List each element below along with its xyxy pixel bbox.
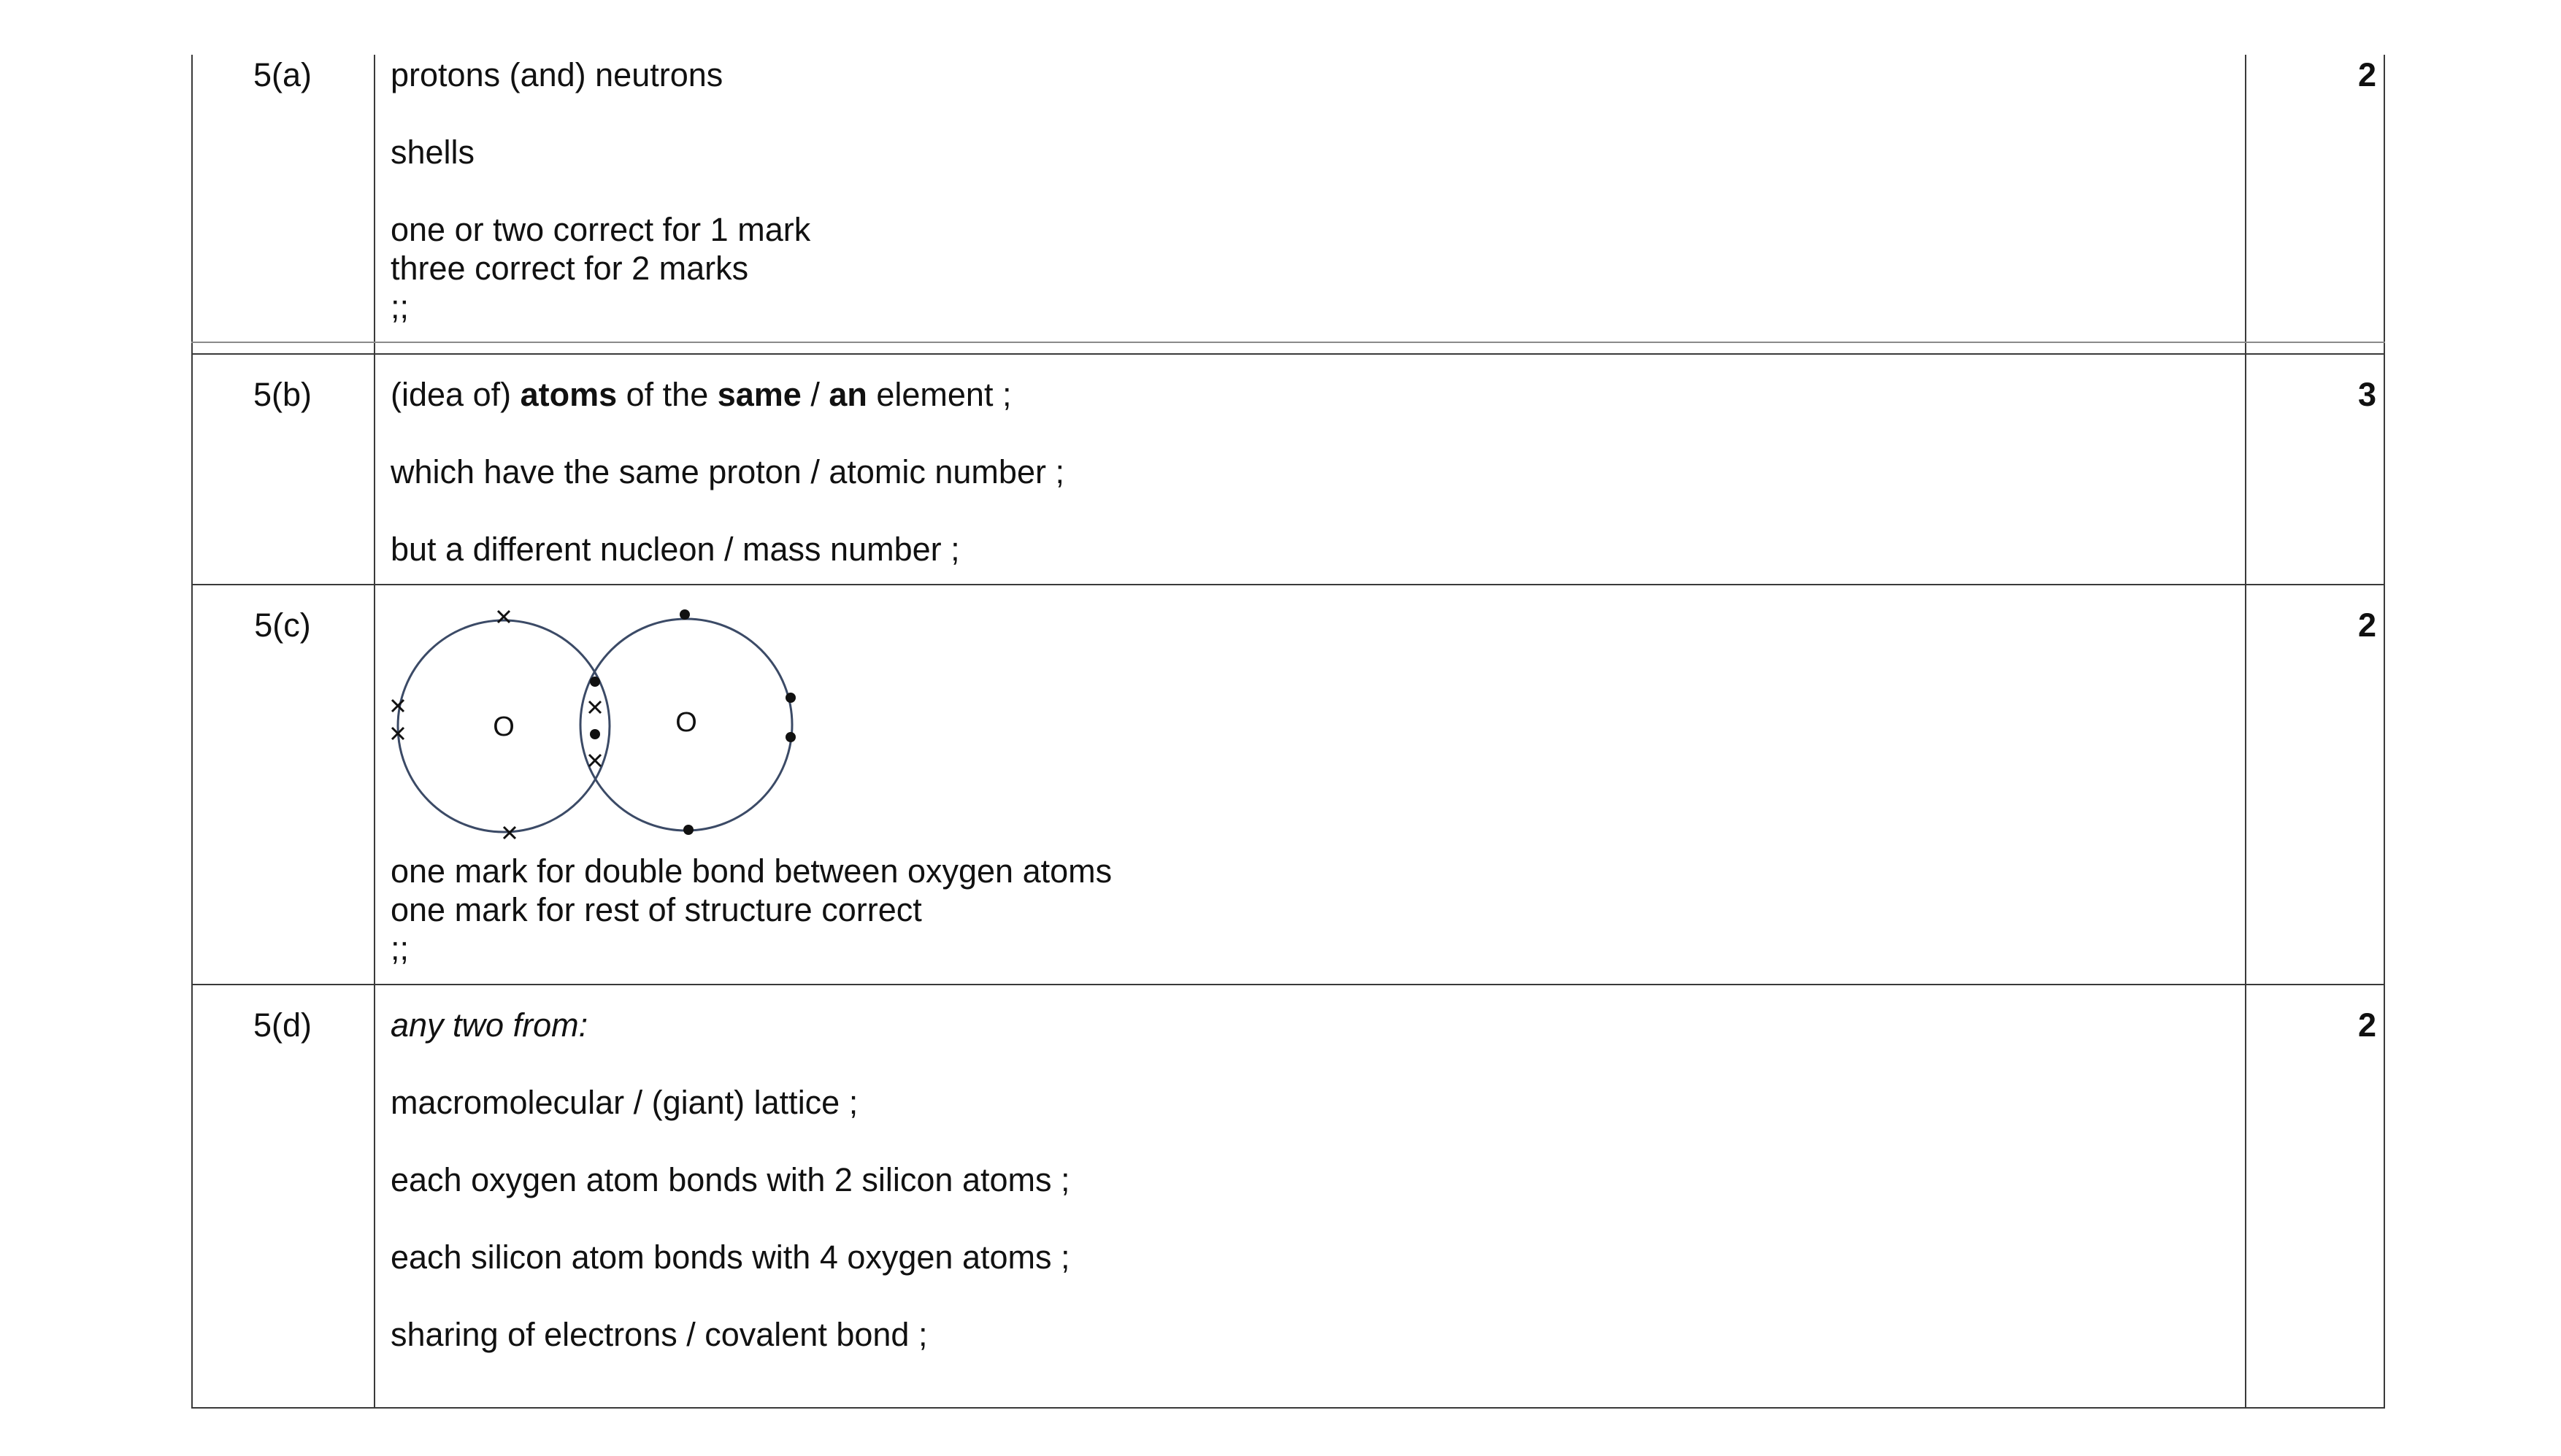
dot-and-cross-diagram <box>391 606 814 847</box>
cross-electron <box>392 700 404 712</box>
dot-electron <box>786 732 796 742</box>
answer-line: one mark for double bond between oxygen atoms <box>391 852 1113 890</box>
answer-text: / <box>801 376 829 413</box>
answer-cell <box>391 55 2230 326</box>
answer-line: ;; <box>391 288 410 326</box>
row-divider-a-bottom <box>191 353 2385 355</box>
answer-line: shells <box>391 134 475 171</box>
answer-line <box>391 375 2230 414</box>
left-atom-symbol: O <box>493 712 515 742</box>
marks-value: 2 <box>2357 1006 2376 1044</box>
answer-text: element ; <box>867 376 1012 413</box>
answer-line: which have the same proton / atomic number ; <box>391 453 1064 490</box>
instruction-text: any two from: <box>391 1006 588 1044</box>
answer-line: ;; <box>391 930 410 967</box>
emphasis-text: same <box>717 376 802 413</box>
question-number: 5(b) <box>253 376 312 413</box>
emphasis-text: an <box>829 376 867 413</box>
cross-electron <box>589 755 601 766</box>
row-divider-a-top <box>191 342 2385 343</box>
answer-cell <box>391 375 2230 569</box>
dot-electron <box>590 729 600 739</box>
answer-line: protons (and) neutrons <box>391 56 723 93</box>
answer-line: sharing of electrons / covalent bond ; <box>391 1316 928 1353</box>
answer-line: three correct for 2 marks <box>391 250 749 287</box>
answer-line: but a different nucleon / mass number ; <box>391 531 960 568</box>
table-right-border <box>2384 55 2385 1409</box>
question-number: 5(d) <box>253 1006 312 1044</box>
answer-line: each silicon atom bonds with 4 oxygen atoms ; <box>391 1239 1070 1276</box>
answer-line <box>391 1006 2230 1044</box>
question-number: 5(a) <box>253 56 312 93</box>
cross-electron <box>589 701 601 713</box>
question-column-divider <box>374 55 375 1409</box>
row-divider-c <box>191 984 2385 985</box>
dot-electron <box>590 677 600 687</box>
dot-electron <box>680 609 690 620</box>
marks-value: 2 <box>2357 606 2376 644</box>
answer-line: one mark for rest of structure correct <box>391 891 922 928</box>
emphasis-text: atoms <box>520 376 618 413</box>
answer-cell <box>391 1006 2230 1354</box>
row-divider-b <box>191 584 2385 585</box>
dot-electron <box>786 693 796 703</box>
question-number: 5(c) <box>254 606 311 644</box>
answer-line: each oxygen atom bonds with 2 silicon atoms ; <box>391 1161 1070 1198</box>
answer-cell <box>391 852 2230 968</box>
table-left-border <box>191 55 193 1409</box>
answer-line: one or two correct for 1 mark <box>391 211 811 248</box>
dot-electron <box>683 825 694 835</box>
answer-text: (idea of) <box>391 376 521 413</box>
marks-value: 2 <box>2357 56 2376 93</box>
answer-line: macromolecular / (giant) lattice ; <box>391 1084 859 1121</box>
table-bottom-border <box>191 1407 2385 1409</box>
answer-text: of the <box>617 376 718 413</box>
right-atom-symbol: O <box>675 707 697 738</box>
marks-column-divider <box>2245 55 2246 1409</box>
marks-value: 3 <box>2357 376 2376 413</box>
